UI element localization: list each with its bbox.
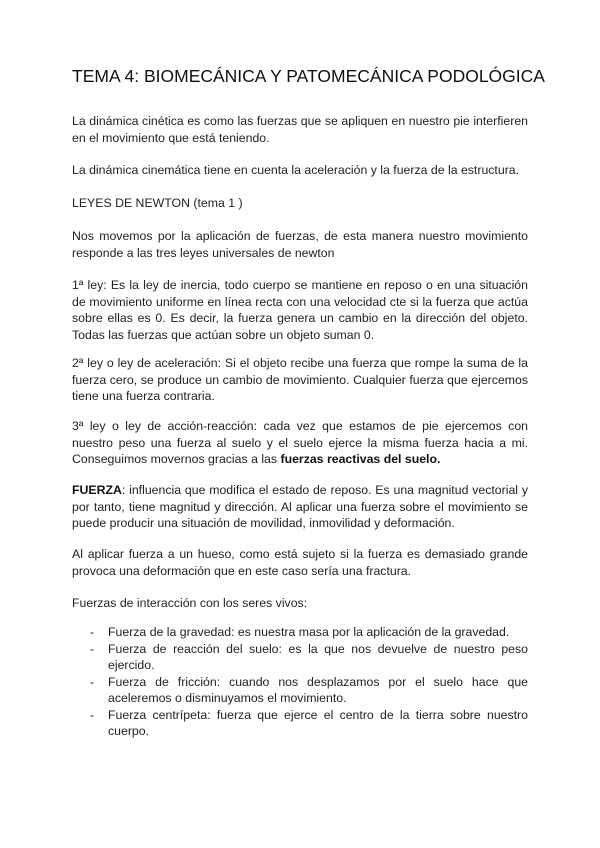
list-item-text: Fuerza de fricción: cuando nos desplazamos por el suelo hace que aceleremos o disminuyamos el movimiento. bbox=[108, 674, 528, 705]
paragraph-primera-ley: 1ª ley: Es la ley de inercia, todo cuerpo se mantiene en reposo o en una situación de movimiento uniforme en línea recta con una velocidad cte si la fuerza que actúa sobre ellas es 0. Es decir, la fuerza genera un cambio en la dirección del objeto. Todas las fuerzas que actúan sobre un objeto suman 0. bbox=[72, 278, 528, 342]
paragraph-hueso-fractura: Al aplicar fuerza a un hueso, como está sujeto si la fuerza es demasiado grande provoca una deformación que en este caso sería una fractura. bbox=[72, 547, 528, 578]
bullet-dash: - bbox=[90, 707, 95, 722]
list-item bbox=[72, 707, 528, 740]
fuerza-definicion-text: : influencia que modifica el estado de reposo. Es una magnitud vectorial y por tanto, tiene magnitud y dirección. Al aplicar una fuerza sobre el movimiento se puede producir una situación de movilidad, inmovilidad y deformación. bbox=[72, 483, 528, 530]
fuerzas-list bbox=[72, 624, 528, 740]
paragraph-fuerzas-interaccion: Fuerzas de interacción con los seres vivos: bbox=[72, 596, 308, 610]
paragraph-segunda-ley: 2ª ley o ley de aceleración: Si el objeto recibe una fuerza que rompe la suma de la fuerza cero, se produce un cambio de movimiento. Cualquier fuerza que ejercemos tiene una fuerza contraria. bbox=[72, 356, 528, 403]
paragraph-aplicacion-fuerzas: Nos movemos por la aplicación de fuerzas, de esta manera nuestro movimiento responde a las tres leyes universales de newton bbox=[72, 229, 528, 260]
list-item bbox=[72, 641, 528, 674]
paragraph-dinamica-cinetica: La dinámica cinética es como las fuerzas que se apliquen en nuestro pie interfieren en el movimiento que está teniendo. bbox=[72, 114, 528, 145]
list-item-text: Fuerza de la gravedad: es nuestra masa por la aplicación de la gravedad. bbox=[108, 625, 510, 639]
fuerza-term-bold: FUERZA bbox=[72, 483, 122, 497]
page-title: TEMA 4: BIOMECÁNICA Y PATOMECÁNICA PODOLÓGICA bbox=[72, 66, 545, 86]
paragraph-leyes-newton-heading: LEYES DE NEWTON (tema 1 ) bbox=[72, 196, 243, 210]
list-item-text: Fuerza centrípeta: fuerza que ejerce el centro de la tierra sobre nuestro cuerpo. bbox=[108, 707, 528, 738]
list-item-text: Fuerza de reacción del suelo: es la que nos devuelve de nuestro peso ejercido. bbox=[108, 641, 528, 672]
paragraph-tercera-ley bbox=[72, 418, 528, 468]
bullet-dash: - bbox=[90, 625, 95, 639]
paragraph-dinamica-cinematica: La dinámica cinemática tiene en cuenta la aceleración y la fuerza de la estructura. bbox=[72, 163, 520, 177]
list-item bbox=[72, 674, 528, 707]
bullet-dash: - bbox=[90, 641, 95, 656]
tercera-ley-text: 3ª ley o ley de acción-reacción: cada vez que estamos de pie ejercemos con nuestro peso una fuerza al suelo y el suelo ejerce la misma fuerza hacia a mi. Conseguimos movernos gracias a las bbox=[72, 419, 528, 466]
bullet-dash: - bbox=[90, 674, 95, 689]
list-item bbox=[72, 624, 528, 641]
paragraph-fuerza-definicion bbox=[72, 482, 528, 532]
fuerzas-reactivas-bold: fuerzas reactivas del suelo. bbox=[280, 452, 441, 466]
